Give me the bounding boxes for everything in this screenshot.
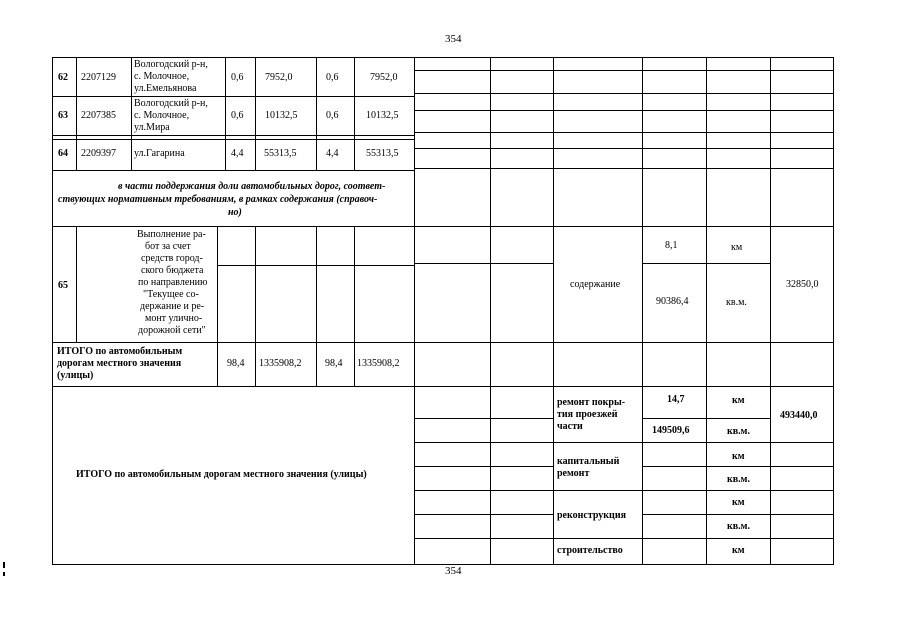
row-65-desc-line2: бот за счет [145,241,191,252]
capital-sqm-unit: кв.м. [727,474,750,485]
repair-label-line3: части [557,421,583,432]
capital-label-line2: ремонт [557,468,590,479]
row-62-len2: 0,6 [326,72,339,83]
section-header-line1: в части поддержания доли автомобильных дорог, соответ- [118,181,386,192]
reconstruction-label: реконструкция [557,510,626,521]
row-65-desc-line7: держание и ре- [140,301,205,312]
row-64-code: 2209397 [81,148,116,159]
reconstruction-sqm-unit: кв.м. [727,521,750,532]
row-62-address-line3: ул.Емельянова [134,83,197,94]
row-64-address: ул.Гагарина [134,148,185,159]
row-64-area1: 55313,5 [264,148,297,159]
row-64-len2: 4,4 [326,148,339,159]
row-65-desc-line9: дорожной сети" [138,325,206,336]
row-65-unit-km: км [731,242,743,253]
row-62-address-line2: с. Молочное, [134,71,190,82]
page-number-bottom: 354 [445,565,462,577]
repair-sqm: 149509,6 [652,425,690,436]
row-63-len1: 0,6 [231,110,244,121]
total-label: ИТОГО по автомобильным дорогам местного значения (улицы) [76,469,367,480]
repair-label-line1: ремонт покры- [557,397,626,408]
row-64-len1: 4,4 [231,148,244,159]
row-63-area1: 10132,5 [265,110,298,121]
row-65-cost: 32850,0 [786,279,819,290]
row-63-address-line1: Вологодский р-н, [134,98,208,109]
row-63-len2: 0,6 [326,110,339,121]
row-62-address-line1: Вологодский р-н, [134,59,208,70]
construction-km-unit: км [732,545,745,556]
repair-sqm-unit: кв.м. [727,426,750,437]
repair-cost: 493440,0 [780,410,818,421]
subtotal-label-line2: дорогам местного значения [57,358,182,369]
scan-mark [3,562,5,568]
construction-label: строительство [557,545,623,556]
row-65-number: 65 [58,280,68,291]
subtotal-area1: 1335908,2 [259,358,302,369]
repair-label-line2: тия проезжей [557,409,618,420]
section-header-line3: но) [228,207,242,218]
row-65-work-type: содержание [570,279,621,290]
row-63-area2: 10132,5 [366,110,399,121]
subtotal-label-line1: ИТОГО по автомобильным [57,346,183,357]
row-62-code: 2207129 [81,72,116,83]
row-65-desc-line3: средств город- [141,253,203,264]
row-65-desc-line8: монт улично- [145,313,203,324]
row-64-number: 64 [58,148,68,159]
row-63-code: 2207385 [81,110,116,121]
capital-label-line1: капитальный [557,456,620,467]
row-64-area2: 55313,5 [366,148,399,159]
section-header-line2: ствующих нормативным требованиям, в рамках содержания (справоч- [58,194,378,205]
reconstruction-km-unit: км [732,497,745,508]
row-65-desc-line6: "Текущее со- [143,289,199,300]
subtotal-label-line3: (улицы) [57,370,94,381]
row-65-qty-sqm: 90386,4 [656,296,689,307]
page-number-top: 354 [445,33,462,45]
row-65-desc-line5: по направлению [138,277,208,288]
row-62-len1: 0,6 [231,72,244,83]
row-63-address-line2: с. Молочное, [134,110,190,121]
scan-mark [3,572,5,576]
row-65-desc-line1: Выполнение ра- [137,229,206,240]
row-62-area1: 7952,0 [265,72,293,83]
capital-km-unit: км [732,451,745,462]
repair-km: 14,7 [667,394,685,405]
row-62-area2: 7952,0 [370,72,398,83]
row-62-number: 62 [58,72,68,83]
row-63-number: 63 [58,110,68,121]
row-65-qty-km: 8,1 [665,240,678,251]
subtotal-area2: 1335908,2 [357,358,400,369]
row-65-desc-line4: ского бюджета [141,265,204,276]
subtotal-len2: 98,4 [325,358,343,369]
repair-km-unit: км [732,395,745,406]
row-65-unit-sqm: кв.м. [726,297,747,308]
row-63-address-line3: ул.Мира [134,122,170,133]
subtotal-len1: 98,4 [227,358,245,369]
